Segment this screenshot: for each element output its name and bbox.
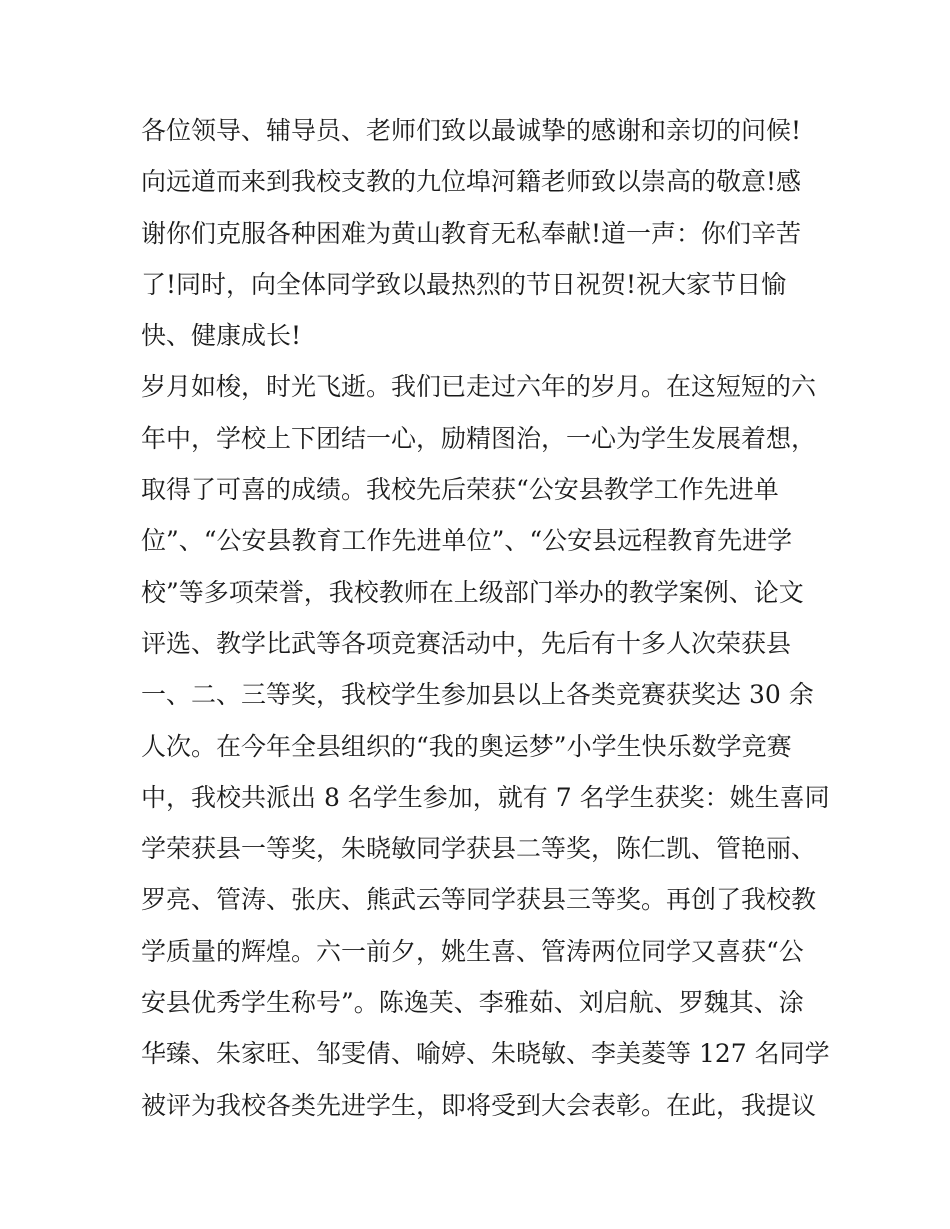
text-line: 人次。在今年全县组织的“我的奥运梦”小学生快乐数学竞赛 [141, 731, 792, 761]
text-line: 谢你们克服各种困难为黄山教育无私奉献!道一声：你们辛苦 [141, 218, 802, 248]
text-line: 一、二、三等奖，我校学生参加县以上各类竞赛获奖达 30 余 [141, 680, 814, 710]
text-line: 年中，学校上下团结一心，励精图治，一心为学生发展着想， [141, 423, 817, 453]
text-line: 华臻、朱家旺、邹雯倩、喻婷、朱晓敏、李美菱等 127 名同学 [141, 1039, 830, 1069]
text-line: 各位领导、辅导员、老师们致以最诚挚的感谢和亲切的问候! [141, 116, 802, 145]
text-line: 位”、“公安县教育工作先进单位”、“公安县远程教育先进学 [141, 526, 793, 556]
text-line: 中，我校共派出 8 名学生参加，就有 7 名学生获奖：姚生喜同 [141, 782, 830, 812]
text-line: 被评为我校各类先进学生，即将受到大会表彰。在此，我提议 [141, 1090, 817, 1120]
text-line: 向远道而来到我校支教的九位埠河籍老师致以崇高的敬意!感 [141, 167, 802, 197]
text-line: 了!同时，向全体同学致以最热烈的节日祝贺!祝大家节日愉 [141, 269, 787, 299]
text-line: 岁月如梭，时光飞逝。我们已走过六年的岁月。在这短短的六 [141, 372, 817, 402]
text-line: 快、健康成长! [141, 321, 302, 351]
text-line: 学荣获县一等奖，朱晓敏同学获县二等奖，陈仁凯、管艳丽、 [141, 834, 817, 864]
text-line: 取得了可喜的成绩。我校先后荣获“公安县教学工作先进单 [141, 475, 779, 505]
text-line: 评选、教学比武等各项竞赛活动中，先后有十多人次荣获县 [141, 628, 792, 658]
text-line: 安县优秀学生称号”。陈逸芙、李雅茹、刘启航、罗魏其、涂 [141, 988, 804, 1018]
text-line: 校”等多项荣誉，我校教师在上级部门举办的教学案例、论文 [141, 577, 804, 607]
body-text [141, 105, 830, 1131]
text-line: 学质量的辉煌。六一前夕，姚生喜、管涛两位同学又喜获“公 [141, 936, 804, 966]
text-line: 罗亮、管涛、张庆、熊武云等同学获县三等奖。再创了我校教 [141, 885, 817, 915]
